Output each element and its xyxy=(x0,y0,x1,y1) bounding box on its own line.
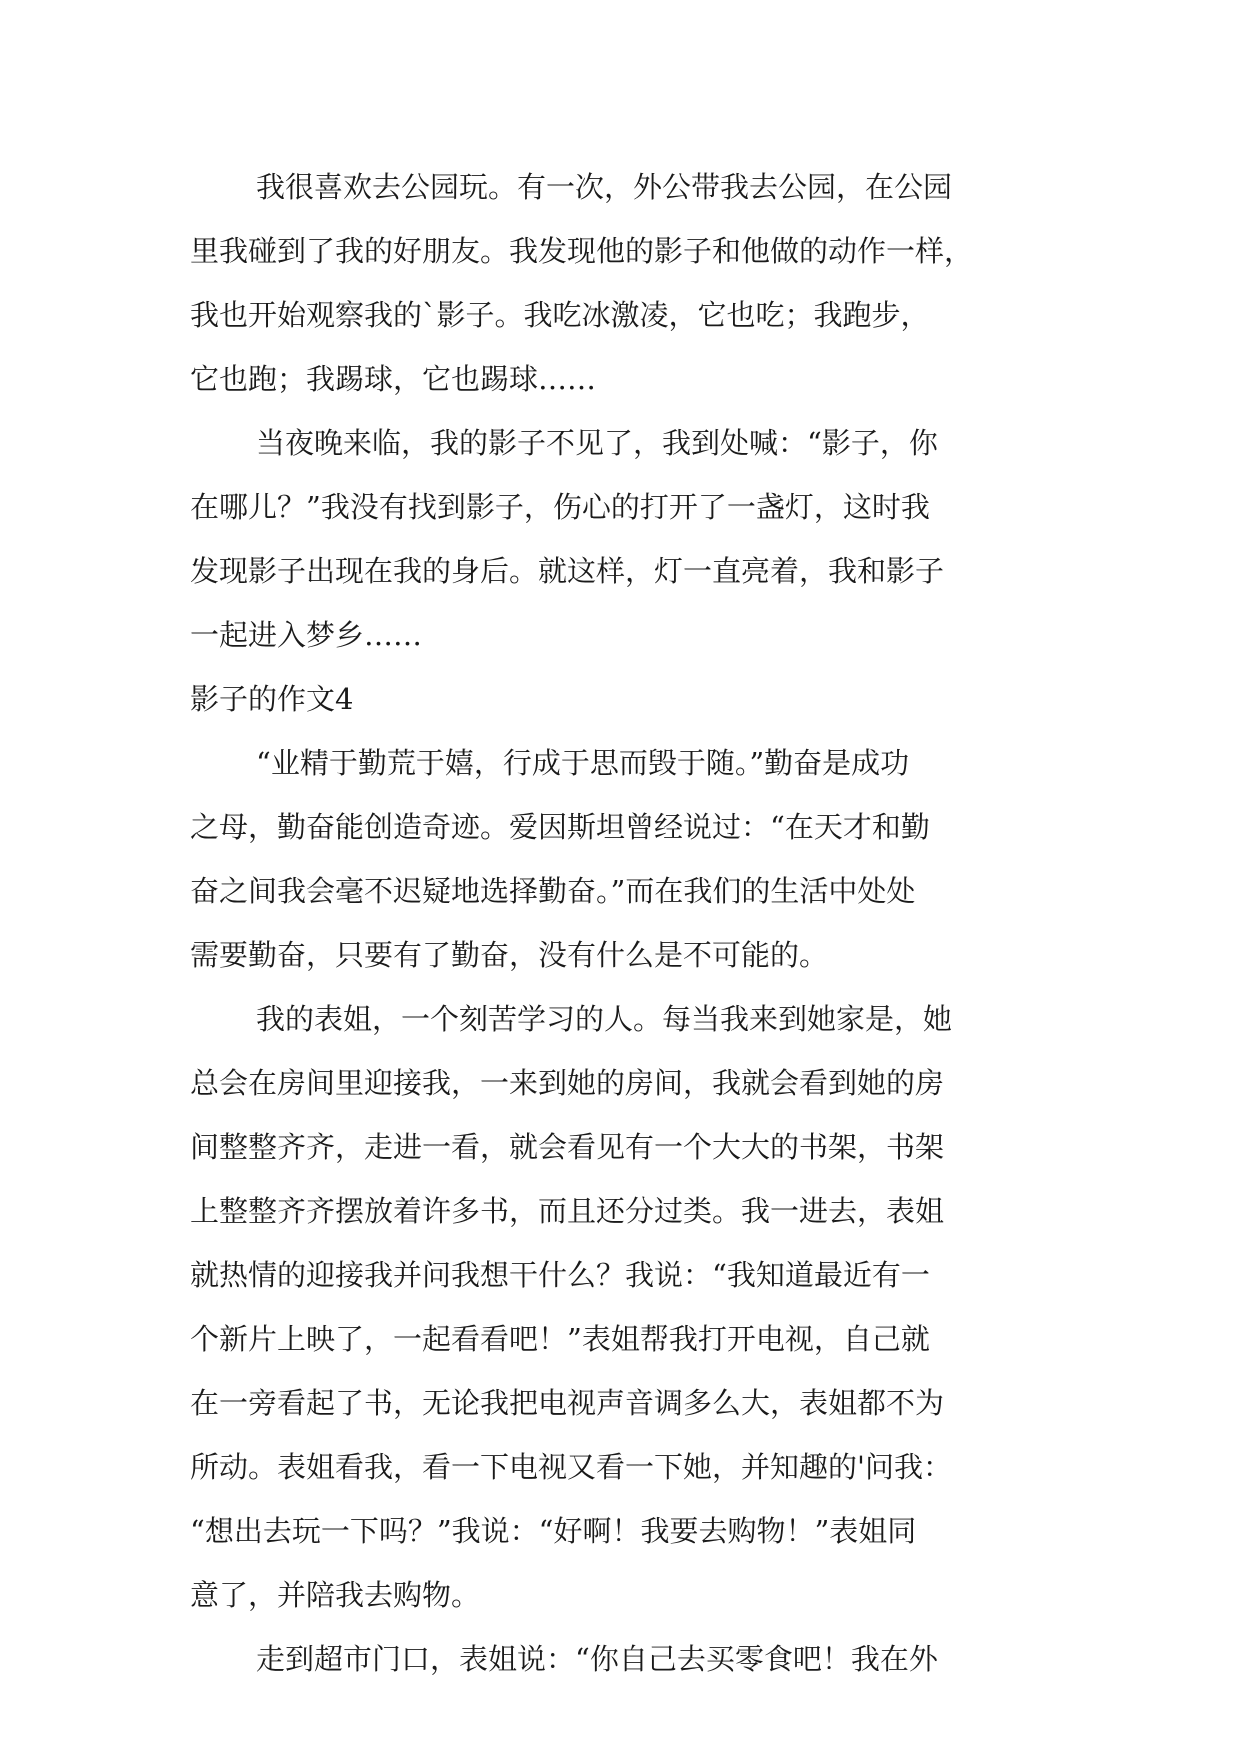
paragraph-line: “业精于勤荒于嬉，行成于思而毁于随。”勤奋是成功 xyxy=(256,746,910,780)
document-body xyxy=(190,155,1090,1691)
paragraph-line: 一起进入梦乡…… xyxy=(190,618,423,652)
paragraph-line: 需要勤奋，只要有了勤奋，没有什么是不可能的。 xyxy=(190,938,829,972)
paragraph-line: 当夜晚来临，我的影子不见了，我到处喊：“影子，你 xyxy=(256,426,938,460)
paragraph-line: 它也跑；我踢球，它也踢球…… xyxy=(190,362,597,396)
paragraph-line: 间整整齐齐，走进一看，就会看见有一个大大的书架，书架 xyxy=(190,1130,945,1164)
paragraph-line: 发现影子出现在我的身后。就这样，灯一直亮着，我和影子 xyxy=(190,554,945,588)
paragraph-line: 个新片上映了，一起看看吧！”表姐帮我打开电视，自己就 xyxy=(190,1322,930,1356)
section-heading: 影子的作文4 xyxy=(190,682,354,716)
paragraph-line: 上整整齐齐摆放着许多书，而且还分过类。我一进去，表姐 xyxy=(190,1194,945,1228)
paragraph-line: 意了，并陪我去购物。 xyxy=(190,1578,481,1612)
paragraph-line: 在哪儿？”我没有找到影子，伤心的打开了一盏灯，这时我 xyxy=(190,490,930,524)
paragraph-line: 走到超市门口，表姐说：“你自己去买零食吧！我在外 xyxy=(256,1642,938,1676)
paragraph-line: 之母，勤奋能创造奇迹。爱因斯坦曾经说过：“在天才和勤 xyxy=(190,810,930,844)
paragraph-line: 我很喜欢去公园玩。有一次，外公带我去公园，在公园 xyxy=(256,170,953,204)
paragraph-line: 奋之间我会毫不迟疑地选择勤奋。”而在我们的生活中处处 xyxy=(190,874,916,908)
paragraph-line: “想出去玩一下吗？”我说：“好啊！我要去购物！”表姐同 xyxy=(190,1514,917,1548)
paragraph-line: 里我碰到了我的好朋友。我发现他的影子和他做的动作一样， xyxy=(190,234,974,268)
paragraph-line: 我的表姐，一个刻苦学习的人。每当我来到她家是，她 xyxy=(256,1002,953,1036)
paragraph-line: 在一旁看起了书，无论我把电视声音调多么大，表姐都不为 xyxy=(190,1386,945,1420)
paragraph-line: 就热情的迎接我并问我想干什么？我说：“我知道最近有一 xyxy=(190,1258,930,1292)
paragraph-line: 我也开始观察我的`影子。我吃冰激凌，它也吃；我跑步， xyxy=(190,298,930,332)
paragraph-line: 所动。表姐看我，看一下电视又看一下她，并知趣的'问我： xyxy=(190,1450,952,1484)
paragraph-line: 总会在房间里迎接我，一来到她的房间，我就会看到她的房 xyxy=(190,1066,945,1100)
